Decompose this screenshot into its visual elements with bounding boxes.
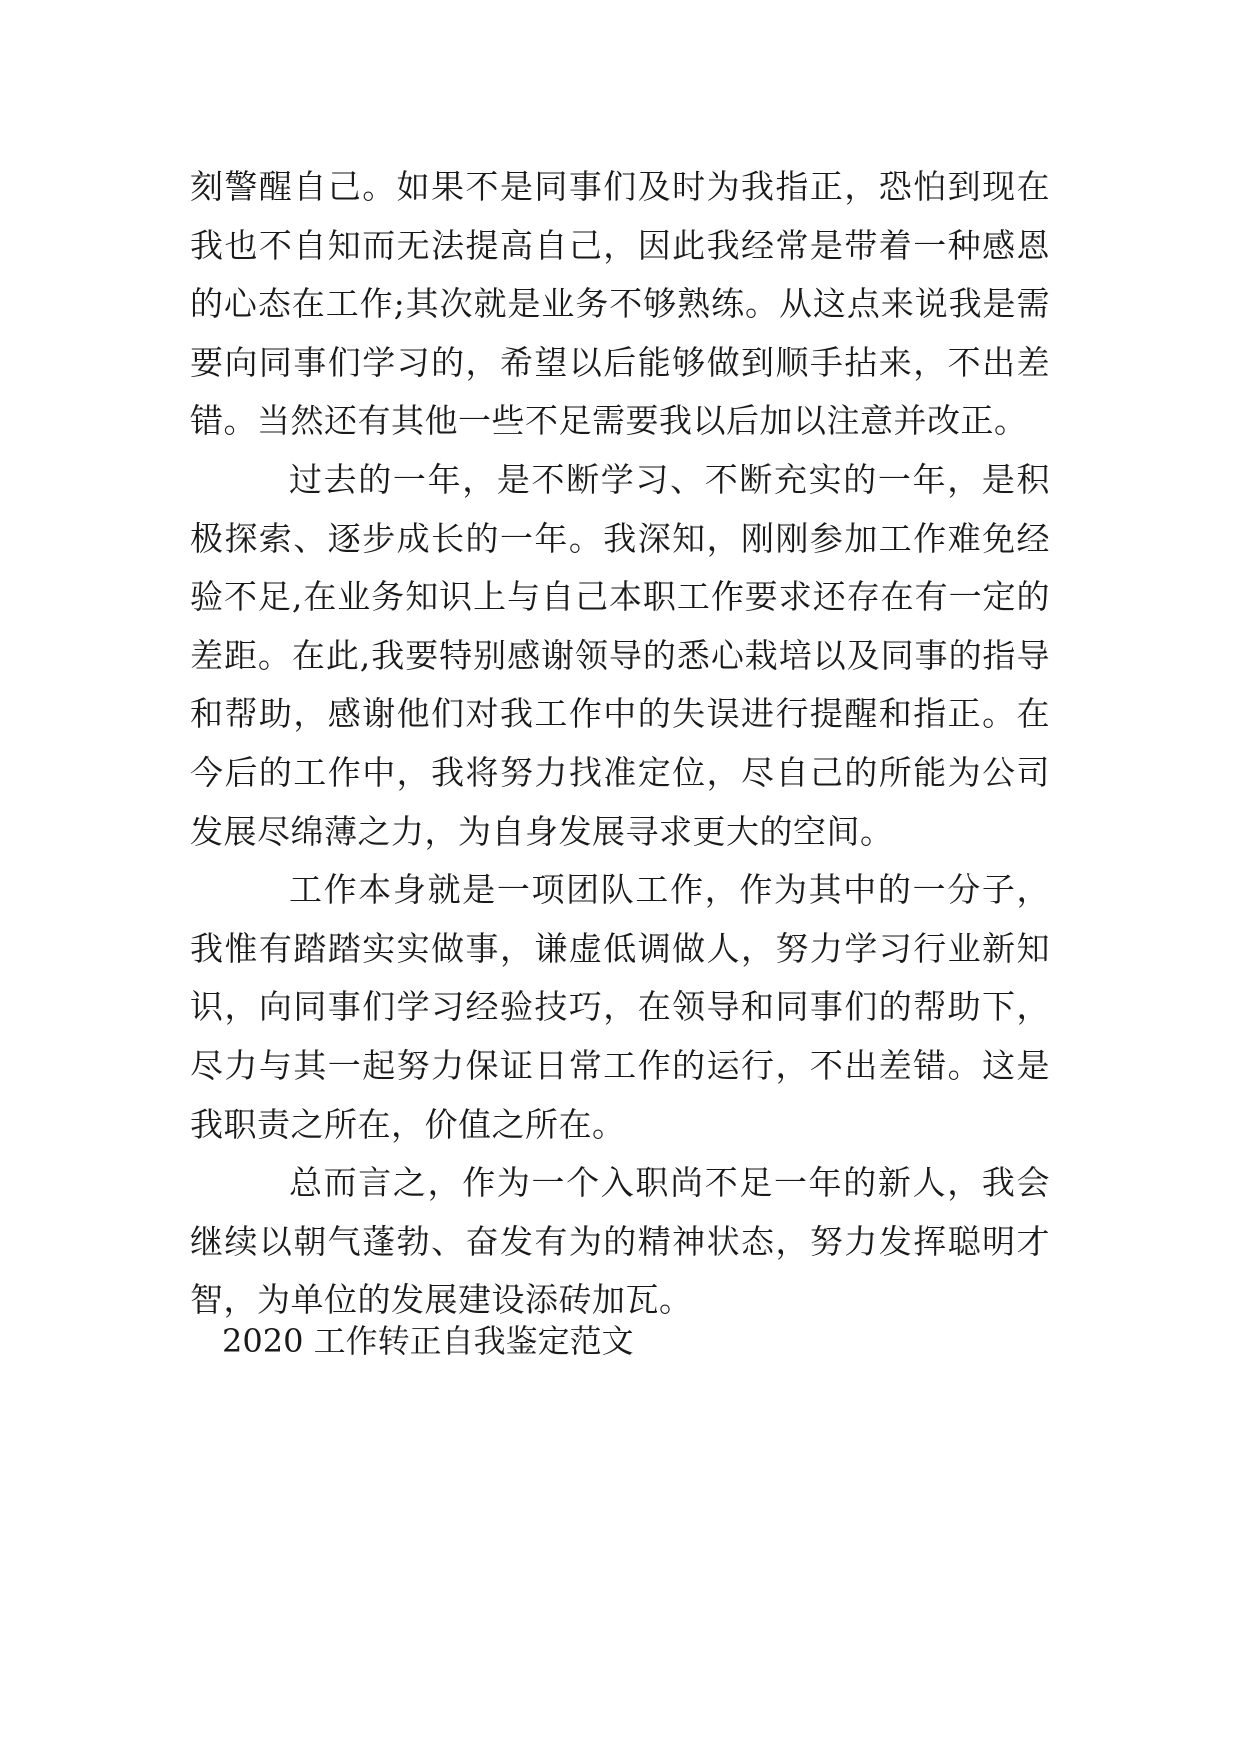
paragraph-2: 过去的一年，是不断学习、不断充实的一年，是积极探索、逐步成长的一年。我深知，刚刚参加工作难免经验不足,在业务知识上与自己本职工作要求还存在有一定的差距。在此,我要特别感谢领导的悉心栽培以及同事的指导和帮助，感谢他们对我工作中的失误进行提醒和指正。在今后的工作中，我将努力找准定位，尽自己的所能为公司发展尽绵薄之力，为自身发展寻求更大的空间。 [190, 459, 1050, 851]
paragraph-4: 总而言之，作为一个入职尚不足一年的新人，我会继续以朝气蓬勃、奋发有为的精神状态，努力发挥聪明才智，为单位的发展建设添砖加瓦。 [190, 1163, 1050, 1320]
next-article-title: 2020 工作转正自我鉴定范文 [222, 1322, 634, 1360]
paragraph-3: 工作本身就是一项团队工作，作为其中的一分子，我惟有踏踏实实做事，谦虚低调做人，努力学习行业新知识，向同事们学习经验技巧，在领导和同事们的帮助下，尽力与其一起努力保证日常工作的运行，不出差错。这是我职责之所在，价值之所在。 [190, 870, 1050, 1144]
document-body [190, 158, 1050, 1330]
paragraph-1: 刻警醒自己。如果不是同事们及时为我指正，恐怕到现在我也不自知而无法提高自己，因此我经常是带着一种感恩的心态在工作;其次就是业务不够熟练。从这点来说我是需要向同事们学习的，希望以后能够做到顺手拈来，不出差错。当然还有其他一些不足需要我以后加以注意并改正。 [190, 167, 1050, 441]
